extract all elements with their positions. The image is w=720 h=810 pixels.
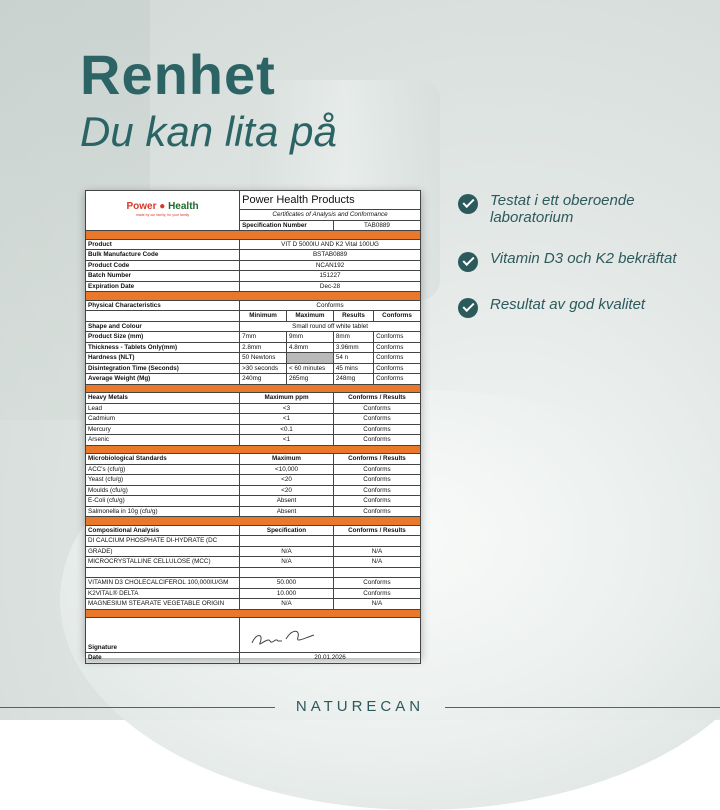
row-label: MAGNESIUM STEARATE VEGETABLE ORIGIN	[86, 599, 240, 610]
feature-item	[458, 250, 708, 272]
cell-spec: N/A	[240, 557, 334, 568]
date-label: Date	[86, 653, 240, 664]
cell-result: Conforms	[333, 588, 420, 599]
column-header: Conforms / Results	[333, 525, 420, 536]
row-label: Lead	[86, 403, 240, 414]
column-header: Maximum ppm	[240, 393, 334, 404]
feature-text: Testat i ett oberoende laboratorium	[490, 192, 635, 226]
cell-max: <0.1	[240, 424, 334, 435]
cell-max: 9mm	[287, 332, 334, 343]
feature-text: Vitamin D3 och K2 bekräftat	[490, 250, 677, 267]
row-label: ACC's (cfu/g)	[86, 464, 240, 475]
info-value: 151227	[240, 271, 421, 282]
cell-max: <10,000	[240, 464, 334, 475]
cell-result: Conforms	[333, 485, 420, 496]
check-circle-icon	[458, 252, 478, 272]
brand-name: NATURECAN	[295, 698, 425, 715]
column-header: Conforms / Results	[333, 393, 420, 404]
spec-label: Specification Number	[240, 220, 334, 231]
cell-max: 4.8mm	[287, 342, 334, 353]
signature-scribble	[242, 623, 332, 649]
cell-spec: N/A	[240, 599, 334, 610]
row-label: Arsenic	[86, 435, 240, 446]
section-status: Conforms	[240, 300, 421, 311]
signature	[240, 618, 421, 653]
certificate-table	[85, 190, 421, 664]
cell-spec	[240, 536, 334, 547]
column-header: Conforms	[374, 311, 421, 322]
cell-result	[333, 567, 420, 578]
info-label: Product Code	[86, 260, 240, 271]
cell-min: 50 Newtons	[240, 353, 287, 364]
row-label: Disintegration Time (Seconds)	[86, 363, 240, 374]
spec-value: TAB0889	[333, 220, 420, 231]
cell-max: 265mg	[287, 374, 334, 385]
cell-result: 3.96mm	[333, 342, 373, 353]
headline-subtitle: Du kan lita på	[80, 108, 337, 155]
company-logo: Power ● Health made by our family, for your family	[86, 191, 240, 231]
cell-max: <20	[240, 485, 334, 496]
check-circle-icon	[458, 298, 478, 318]
row-label: E-Coli (cfu/g)	[86, 496, 240, 507]
column-header: Conforms / Results	[333, 454, 420, 465]
cell-result: Conforms	[333, 506, 420, 517]
check-circle-icon	[458, 194, 478, 214]
row-label: Product Size (mm)	[86, 332, 240, 343]
cell-spec: 10.000	[240, 588, 334, 599]
row-label: Average Weight (Mg)	[86, 374, 240, 385]
section-title: Heavy Metals	[86, 393, 240, 404]
column-header: Specification	[240, 525, 334, 536]
date-value: 20.01.2026	[240, 653, 421, 664]
info-label: Batch Number	[86, 271, 240, 282]
row-label: Thickness - Tablets Only(mm)	[86, 342, 240, 353]
cell-max: <1	[240, 414, 334, 425]
cell-max: < 60 minutes	[287, 363, 334, 374]
feature-text: Resultat av god kvalitet	[490, 296, 646, 313]
cell-max: <1	[240, 435, 334, 446]
info-value: BSTAB0889	[240, 250, 421, 261]
info-label: Expiration Date	[86, 281, 240, 292]
cell-min: >30 seconds	[240, 363, 287, 374]
cell-conforms: Conforms	[374, 332, 421, 343]
cell-result: Conforms	[333, 403, 420, 414]
row-label: Cadmium	[86, 414, 240, 425]
shape-value: Small round off white tablet	[240, 321, 421, 332]
company-name: Power Health Products	[240, 191, 421, 210]
cell-result: 45 mins	[333, 363, 373, 374]
cell-max: <3	[240, 403, 334, 414]
headline-title: Renhet	[80, 43, 276, 106]
info-value: Dec-28	[240, 281, 421, 292]
cell-result: 54 n	[333, 353, 373, 364]
feature-item	[458, 192, 708, 226]
section-title: Microbiological Standards	[86, 454, 240, 465]
cell-spec: N/A	[240, 546, 334, 557]
cell-result: N/A	[333, 546, 420, 557]
cell-spec: 50.000	[240, 578, 334, 589]
cell-result: Conforms	[333, 424, 420, 435]
row-label: Yeast (cfu/g)	[86, 475, 240, 486]
cell-result: 248mg	[333, 374, 373, 385]
cell-conforms: Conforms	[374, 342, 421, 353]
column-header: Results	[333, 311, 373, 322]
section-title: Physical Characteristics	[86, 300, 240, 311]
cell-max: Absent	[240, 506, 334, 517]
cell-max: <20	[240, 475, 334, 486]
cell-result: Conforms	[333, 475, 420, 486]
cell-result: Conforms	[333, 435, 420, 446]
row-label: Shape and Colour	[86, 321, 240, 332]
cell-result: N/A	[333, 599, 420, 610]
cell-conforms: Conforms	[374, 374, 421, 385]
info-value: VIT D 5000IU AND K2 Vital 100UG	[240, 239, 421, 250]
feature-list	[458, 192, 708, 342]
cell-result	[333, 536, 420, 547]
cell-result: N/A	[333, 557, 420, 568]
cell-spec	[240, 567, 334, 578]
column-header: Minimum	[240, 311, 287, 322]
info-label: Bulk Manufacture Code	[86, 250, 240, 261]
certificate-title: Certificates of Analysis and Conformance	[240, 210, 421, 221]
feature-item	[458, 296, 708, 318]
row-label: K2VITAL® DELTA	[86, 588, 240, 599]
cell-result: 8mm	[333, 332, 373, 343]
row-label: Salmonella in 10g (cfu/g)	[86, 506, 240, 517]
cell-conforms: Conforms	[374, 353, 421, 364]
column-header: Maximum	[240, 454, 334, 465]
row-label	[86, 567, 240, 578]
cell-result: Conforms	[333, 496, 420, 507]
cell-min: 7mm	[240, 332, 287, 343]
cell-min: 240mg	[240, 374, 287, 385]
cell-min: 2.8mm	[240, 342, 287, 353]
cell-result: Conforms	[333, 578, 420, 589]
signature-label: Signature	[86, 618, 240, 653]
column-header: Maximum	[287, 311, 334, 322]
info-value: NCAN192	[240, 260, 421, 271]
row-label: MICROCRYSTALLINE CELLULOSE (MCC)	[86, 557, 240, 568]
cell-result: Conforms	[333, 414, 420, 425]
row-label: GRADE)	[86, 546, 240, 557]
cell-max	[287, 353, 334, 364]
row-label: Moulds (cfu/g)	[86, 485, 240, 496]
cell-max: Absent	[240, 496, 334, 507]
row-label: DI CALCIUM PHOSPHATE DI-HYDRATE (DC	[86, 536, 240, 547]
certificate-document	[85, 190, 421, 662]
row-label: Mercury	[86, 424, 240, 435]
row-label: Hardness (NLT)	[86, 353, 240, 364]
cell-result: Conforms	[333, 464, 420, 475]
info-label: Product	[86, 239, 240, 250]
cell-conforms: Conforms	[374, 363, 421, 374]
row-label: VITAMIN D3 CHOLECALCIFEROL 100,000IU/GM	[86, 578, 240, 589]
section-title: Compositional Analysis	[86, 525, 240, 536]
